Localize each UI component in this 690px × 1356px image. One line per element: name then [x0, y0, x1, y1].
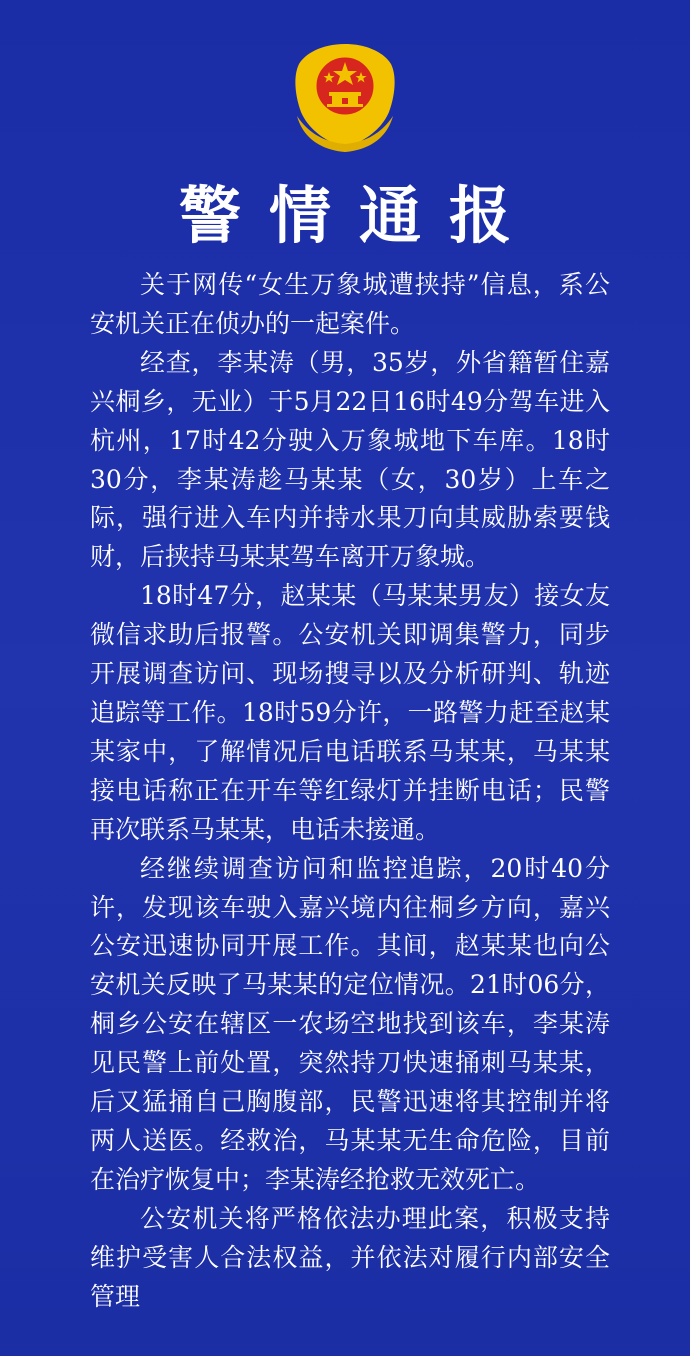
police-emblem-icon [291, 42, 399, 154]
paragraph: 经查，李某涛（男，35岁，外省籍暂住嘉兴桐乡，无业）于5月22日16时49分驾车进入杭州，17时42分驶入万象城地下车库。18时30分，李某涛趁马某某（女，30岁）上车之际，强行进入车内并持水果刀向其威胁索要钱财，后挟持马某某驾车离开万象城。 [90, 347, 610, 572]
page-title: 警情通报 [178, 179, 539, 252]
paragraph: 关于网传“女生万象城遭挟持”信息，系公安机关正在侦办的一起案件。 [90, 270, 610, 338]
document-body [90, 266, 610, 1316]
paragraph: 经继续调查访问和监控追踪，20时40分许，发现该车驶入嘉兴境内往桐乡方向，嘉兴公安迅速协同开展工作。其间，赵某某也向公安机关反映了马某某的定位情况。21时06分，桐乡公安在辖区一农场空地找到该车，李某涛见民警上前处置，突然持刀快速捅刺马某某，后又猛捅自己胸腹部，民警迅速将其控制并将两人送医。经救治，马某某无生命危险，目前在治疗恢复中；李某涛经抢救无效死亡。 [90, 853, 610, 1194]
paragraph: 18时47分，赵某某（马某某男友）接女友微信求助后报警。公安机关即调集警力，同步开展调查访问、现场搜寻以及分析研判、轨迹追踪等工作。18时59分许，一路警力赶至赵某某家中，了解情况后电话联系马某某，马某某接电话称正在开车等红绿灯并挂断电话；民警再次联系马某某，电话未接通。 [90, 581, 610, 844]
paragraph: 公安机关将严格依法办理此案，积极支持维护受害人合法权益，并依法对履行内部安全管理 [90, 1203, 610, 1311]
